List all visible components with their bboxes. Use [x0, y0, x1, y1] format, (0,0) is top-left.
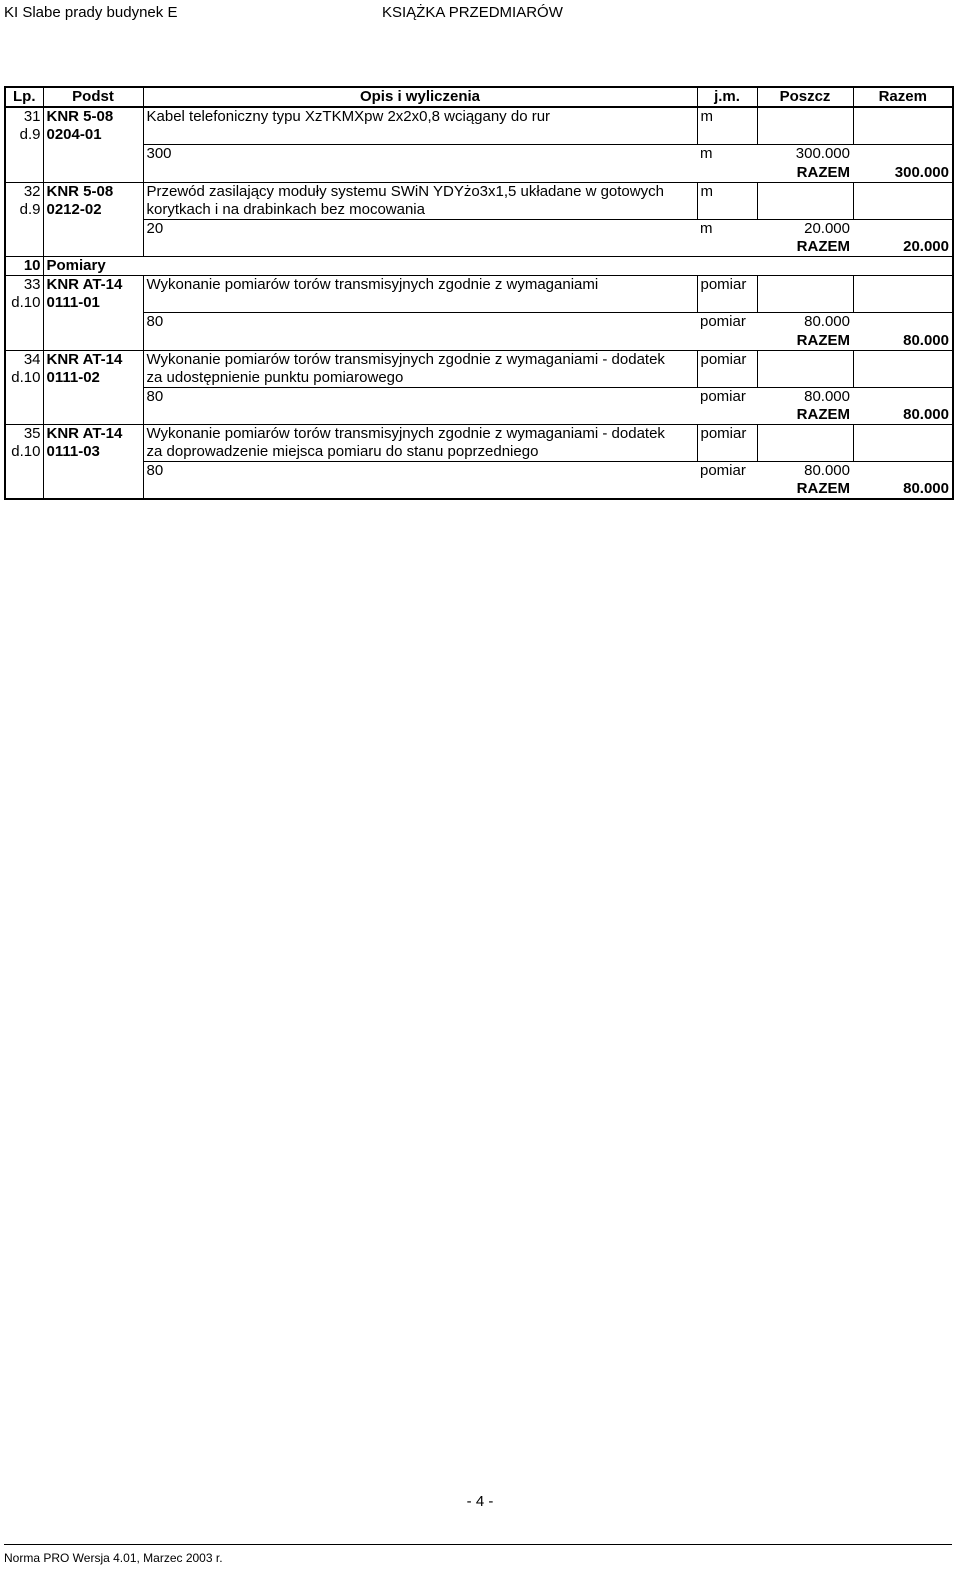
item-basis: KNR AT-14: [43, 276, 143, 295]
item-calculation: 20: [143, 220, 697, 239]
item-description-continued: korytkach i na drabinkach bez mocowania: [143, 201, 697, 220]
column-header-razem: Razem: [853, 87, 953, 107]
item-calculation: 80: [143, 312, 697, 332]
item-description: Wykonanie pomiarów torów transmisyjnych zgodnie z wymaganiami - dodatek: [143, 425, 697, 444]
item-calculation-unit: pomiar: [697, 312, 757, 332]
item-basis-code: 0111-02: [43, 369, 143, 388]
item-calculation-unit: pomiar: [697, 462, 757, 481]
item-calculation: 80: [143, 462, 697, 481]
item-description: Wykonanie pomiarów torów transmisyjnych zgodnie z wymaganiami: [143, 276, 697, 295]
item-total-label: RAZEM: [796, 332, 850, 349]
item-description-continued: za udostępnienie punktu pomiarowego: [143, 369, 697, 388]
item-description-continued: [143, 126, 697, 144]
table-row: [5, 406, 953, 425]
table-row: [5, 107, 953, 126]
item-basis-code: 0111-01: [43, 294, 143, 312]
table-row: [5, 183, 953, 202]
item-calculation: 80: [143, 388, 697, 407]
table-row: [5, 201, 953, 220]
item-basis-code: 0204-01: [43, 126, 143, 144]
item-calculation-unit: m: [697, 144, 757, 164]
table-row: [5, 480, 953, 499]
item-basis: KNR AT-14: [43, 351, 143, 370]
item-total-label: RAZEM: [796, 164, 850, 181]
table-row: [5, 220, 953, 239]
column-header-jm: j.m.: [697, 87, 757, 107]
item-partial-value: 80.000: [757, 312, 853, 332]
table-row: [5, 238, 953, 257]
item-number-sub: d.9: [5, 126, 43, 144]
item-number-sub: d.10: [5, 294, 43, 312]
item-unit: m: [697, 183, 757, 202]
table-row: [5, 164, 953, 183]
section-title: Pomiary: [43, 257, 953, 276]
item-basis-code: 0212-02: [43, 201, 143, 220]
column-header-podst: Podst: [43, 87, 143, 107]
item-partial-value: 80.000: [757, 388, 853, 407]
item-basis: KNR AT-14: [43, 425, 143, 444]
document-header-title: KI Slabe prady budynek E: [4, 4, 178, 21]
item-total-value: 80.000: [853, 406, 953, 425]
item-description: Wykonanie pomiarów torów transmisyjnych zgodnie z wymaganiami - dodatek: [143, 351, 697, 370]
item-number: 31: [5, 107, 43, 126]
item-description-continued: za doprowadzenie miejsca pomiaru do stanu poprzedniego: [143, 443, 697, 462]
table-row: [5, 294, 953, 312]
table-row: [5, 126, 953, 144]
item-partial-value: 300.000: [757, 144, 853, 164]
table-row: [5, 443, 953, 462]
item-description: Kabel telefoniczny typu XzTKMXpw 2x2x0,8 wciągany do rur: [143, 107, 697, 126]
item-total-label: RAZEM: [757, 480, 853, 499]
column-header-opis: Opis i wyliczenia: [143, 87, 697, 107]
document-header-book-title: KSIĄŻKA PRZEDMIARÓW: [382, 4, 563, 21]
item-total-label: RAZEM: [796, 238, 850, 255]
table-header-row: [5, 87, 953, 107]
item-description-continued: [143, 294, 697, 312]
item-basis-code: 0111-03: [43, 443, 143, 462]
item-description: Przewód zasilający moduły systemu SWiN YDYżo3x1,5 układane w gotowych: [143, 183, 697, 202]
item-calculation: 300: [143, 144, 697, 164]
section-row: [5, 257, 953, 276]
item-basis: KNR 5-08: [43, 183, 143, 202]
item-partial-value: 80.000: [757, 462, 853, 481]
item-number: 35: [5, 425, 43, 444]
page-number: - 4 -: [466, 1493, 494, 1510]
table-row: [5, 276, 953, 295]
table-row: [5, 144, 953, 164]
item-calculation-unit: m: [697, 220, 757, 239]
item-number: 34: [5, 351, 43, 370]
item-number: 33: [5, 276, 43, 295]
item-total-label: RAZEM: [796, 406, 850, 423]
column-header-poszcz: Poszcz: [757, 87, 853, 107]
table-row: [5, 312, 953, 332]
item-unit: pomiar: [697, 351, 757, 370]
item-calculation-unit: pomiar: [697, 388, 757, 407]
table-row: [5, 369, 953, 388]
item-partial-value: 20.000: [757, 220, 853, 239]
section-number: 10: [5, 257, 43, 276]
footer-software-version: Norma PRO Wersja 4.01, Marzec 2003 r.: [4, 1551, 223, 1565]
item-number: 32: [5, 183, 43, 202]
item-unit: pomiar: [697, 276, 757, 295]
item-unit: m: [697, 107, 757, 126]
item-basis: KNR 5-08: [43, 107, 143, 126]
item-total-value: 80.000: [853, 480, 953, 499]
bill-of-quantities-table: [4, 86, 954, 500]
item-number-sub: d.10: [5, 369, 43, 388]
footer-divider: [4, 1544, 952, 1545]
item-total-value: 80.000: [853, 332, 953, 351]
column-header-lp: Lp.: [5, 87, 43, 107]
item-number-sub: d.10: [5, 443, 43, 462]
table-row: [5, 425, 953, 444]
table-row: [5, 388, 953, 407]
item-unit: pomiar: [697, 425, 757, 444]
item-total-value: 300.000: [853, 164, 953, 183]
item-total-value: 20.000: [853, 238, 953, 257]
table-row: [5, 462, 953, 481]
table-row: [5, 351, 953, 370]
table-row: [5, 332, 953, 351]
item-number-sub: d.9: [5, 201, 43, 220]
